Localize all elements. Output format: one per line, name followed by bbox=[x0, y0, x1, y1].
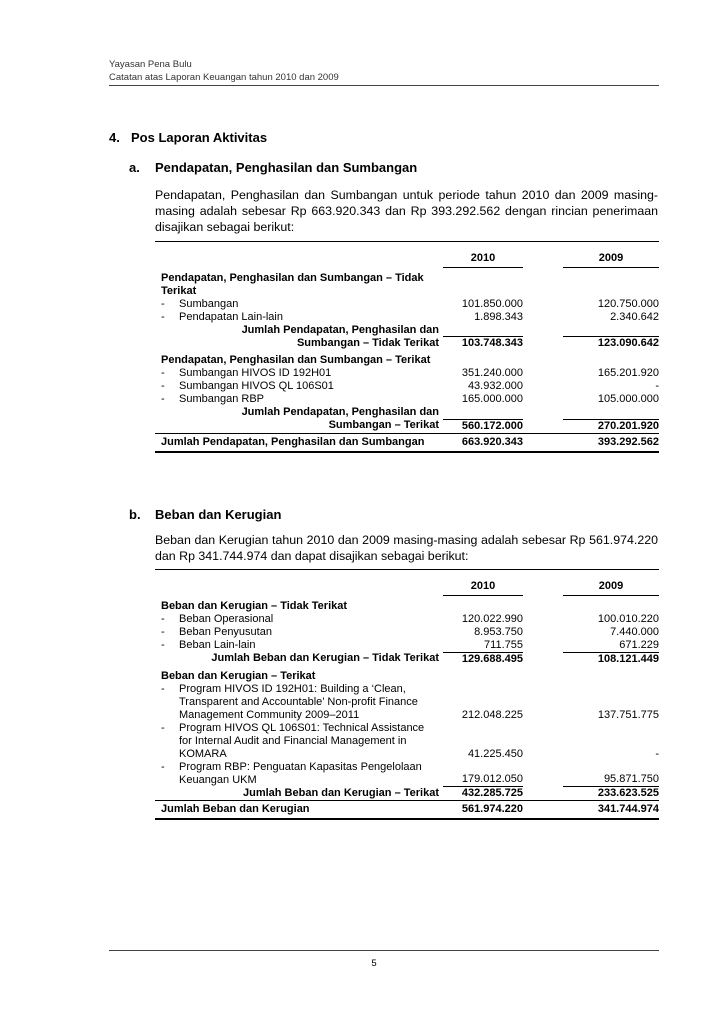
subtotal-label-line1: Jumlah Pendapatan, Penghasilan dan bbox=[241, 323, 439, 336]
item-dash: - bbox=[161, 380, 165, 392]
subtotal-label: Jumlah Beban dan Kerugian – Terikat bbox=[242, 786, 439, 799]
value-2010: 212.048.225 bbox=[461, 708, 523, 721]
subtotal-label-line2: Sumbangan – Tidak Terikat bbox=[296, 336, 439, 349]
income-cat1-heading bbox=[155, 268, 659, 298]
grand-total-2010: 663.920.343 bbox=[443, 433, 523, 452]
value-2010: 8.953.750 bbox=[474, 625, 523, 638]
item-dash: - bbox=[161, 310, 165, 323]
part-b-paragraph: Beban dan Kerugian tahun 2010 dan 2009 masing-masing adalah sebesar Rp 561.974.220 dan Rp 341.744.974 dan dapat disajikan sebagai berikut: bbox=[155, 533, 658, 563]
item-dash: - bbox=[161, 393, 165, 405]
value-2009: 165.201.920 bbox=[597, 367, 659, 379]
subtotal-2009: 233.623.525 bbox=[563, 787, 659, 801]
table-row bbox=[155, 393, 659, 406]
expense-cat2-subtotal bbox=[155, 787, 659, 801]
grand-total-2009: 393.292.562 bbox=[563, 433, 659, 452]
value-2010: 179.012.050 bbox=[461, 773, 523, 785]
table-row bbox=[155, 626, 659, 639]
income-table bbox=[155, 241, 659, 453]
table-row bbox=[155, 298, 659, 311]
value-2009: 671.229 bbox=[619, 638, 659, 651]
header-subtitle: Catatan atas Laporan Keuangan tahun 2010 dan 2009 bbox=[109, 72, 339, 83]
table-row bbox=[155, 311, 659, 324]
income-year-header bbox=[155, 252, 659, 268]
item-label: Program HIVOS ID 192H01: Building a ‘Clean, Transparent and Accountable’ Non-profit Finance Management Community 2009–2011 bbox=[179, 682, 418, 721]
part-b-title-text: Beban dan Kerugian bbox=[155, 507, 282, 522]
value-2009: 7.440.000 bbox=[610, 625, 659, 638]
section-number: 4. bbox=[109, 130, 120, 145]
item-dash: - bbox=[161, 367, 165, 379]
expense-cat2-title: Beban dan Kerugian – Terikat bbox=[161, 669, 316, 682]
grand-total-2010: 561.974.220 bbox=[443, 801, 523, 820]
expense-year-2010: 2010 bbox=[443, 580, 523, 596]
value-2009: 2.340.642 bbox=[610, 310, 659, 323]
grand-total-2009: 341.744.974 bbox=[563, 801, 659, 820]
value-2010: 165.000.000 bbox=[461, 393, 523, 405]
value-2009: 137.751.775 bbox=[597, 708, 659, 721]
item-label: Sumbangan bbox=[179, 297, 239, 310]
value-2009: 100.010.220 bbox=[597, 612, 659, 625]
item-label: Sumbangan HIVOS QL 106S01 bbox=[179, 380, 334, 392]
value-2009: 105.000.000 bbox=[597, 393, 659, 405]
item-label: Program RBP: Penguatan Kapasitas Pengelolaan Keuangan UKM bbox=[179, 760, 422, 786]
value-2010: 120.022.990 bbox=[461, 612, 523, 625]
table-row bbox=[155, 613, 659, 626]
part-b-title bbox=[129, 507, 281, 522]
subtotal-2009: 123.090.642 bbox=[563, 337, 659, 351]
expense-grand-total bbox=[155, 801, 659, 820]
table-row bbox=[155, 722, 659, 761]
expense-year-header bbox=[155, 580, 659, 596]
item-label: Beban Penyusutan bbox=[179, 625, 272, 638]
item-label: Program HIVOS QL 106S01: Technical Assistance for Internal Audit and Financial Management in KOMARA bbox=[179, 721, 425, 760]
value-2010: 711.755 bbox=[484, 638, 523, 651]
part-a-title-text: Pendapatan, Penghasilan dan Sumbangan bbox=[155, 160, 418, 175]
footer-divider bbox=[109, 950, 659, 951]
subtotal-2010: 432.285.725 bbox=[443, 787, 523, 801]
value-2010: 43.932.000 bbox=[467, 380, 523, 392]
expense-year-2009: 2009 bbox=[563, 580, 659, 596]
subtotal-label: Jumlah Beban dan Kerugian – Tidak Terikat bbox=[211, 652, 439, 664]
section-title-text: Pos Laporan Aktivitas bbox=[131, 130, 268, 145]
value-2009: 120.750.000 bbox=[597, 297, 659, 310]
grand-total-label: Jumlah Pendapatan, Penghasilan dan Sumbangan bbox=[155, 433, 443, 452]
subtotal-label-line2: Sumbangan – Terikat bbox=[328, 419, 439, 431]
income-cat1-subtotal-row1 bbox=[155, 324, 659, 337]
income-cat1-title: Pendapatan, Penghasilan dan Sumbangan – Tidak Terikat bbox=[161, 271, 424, 297]
table-row bbox=[155, 380, 659, 393]
item-dash: - bbox=[161, 760, 165, 773]
header-org: Yayasan Pena Bulu bbox=[109, 59, 192, 70]
value-2009: - bbox=[655, 747, 659, 760]
income-cat1-subtotal-row2 bbox=[155, 337, 659, 351]
part-a-paragraph: Pendapatan, Penghasilan dan Sumbangan untuk periode tahun 2010 dan 2009 masing-masing adalah sebesar Rp 663.920.343 dan Rp 393.292.562 dengan rincian penerimaan disajikan sebagai berikut: bbox=[155, 188, 658, 234]
item-dash: - bbox=[161, 721, 165, 734]
subtotal-label-line1: Jumlah Pendapatan, Penghasilan dan bbox=[241, 406, 439, 418]
subtotal-2010: 560.172.000 bbox=[443, 419, 523, 433]
table-row bbox=[155, 683, 659, 722]
item-label: Beban Operasional bbox=[179, 612, 274, 625]
expense-cat1-title: Beban dan Kerugian – Tidak Terikat bbox=[161, 599, 348, 612]
income-grand-total bbox=[155, 433, 659, 452]
table-row bbox=[155, 367, 659, 380]
item-label: Sumbangan HIVOS ID 192H01 bbox=[179, 367, 332, 379]
expense-cat1-heading bbox=[155, 596, 659, 613]
value-2010: 101.850.000 bbox=[461, 297, 523, 310]
expense-table bbox=[155, 569, 659, 820]
part-a-letter: a. bbox=[129, 160, 140, 175]
income-cat2-heading bbox=[155, 350, 659, 367]
expense-cat1-subtotal bbox=[155, 652, 659, 666]
income-cat2-subtotal-row1 bbox=[155, 406, 659, 419]
header-divider bbox=[109, 85, 659, 86]
item-dash: - bbox=[161, 638, 165, 651]
item-dash: - bbox=[161, 625, 165, 638]
part-b-letter: b. bbox=[129, 507, 141, 522]
value-2010: 1.898.343 bbox=[474, 310, 523, 323]
grand-total-label: Jumlah Beban dan Kerugian bbox=[155, 801, 443, 820]
subtotal-2009: 108.121.449 bbox=[563, 652, 659, 666]
item-label: Beban Lain-lain bbox=[179, 638, 256, 651]
income-year-2009: 2009 bbox=[563, 252, 659, 268]
document-header bbox=[109, 58, 339, 84]
section-title bbox=[109, 130, 267, 145]
item-dash: - bbox=[161, 682, 165, 695]
subtotal-2009: 270.201.920 bbox=[563, 419, 659, 433]
item-label: Pendapatan Lain-lain bbox=[179, 310, 283, 323]
part-a-title bbox=[129, 160, 417, 175]
table-row bbox=[155, 639, 659, 653]
value-2010: 351.240.000 bbox=[461, 367, 523, 379]
income-cat2-subtotal-row2 bbox=[155, 419, 659, 433]
page-number: 5 bbox=[371, 958, 377, 969]
income-year-2010: 2010 bbox=[443, 252, 523, 268]
item-dash: - bbox=[161, 297, 165, 310]
value-2009: - bbox=[655, 380, 659, 392]
expense-cat2-heading bbox=[155, 666, 659, 683]
value-2010: 41.225.450 bbox=[467, 747, 523, 760]
subtotal-2010: 103.748.343 bbox=[443, 337, 523, 351]
item-dash: - bbox=[161, 612, 165, 625]
value-2009: 95.871.750 bbox=[603, 773, 659, 785]
table-row bbox=[155, 761, 659, 787]
income-cat2-title: Pendapatan, Penghasilan dan Sumbangan – Terikat bbox=[161, 354, 431, 366]
item-label: Sumbangan RBP bbox=[179, 393, 264, 405]
subtotal-2010: 129.688.495 bbox=[443, 652, 523, 666]
